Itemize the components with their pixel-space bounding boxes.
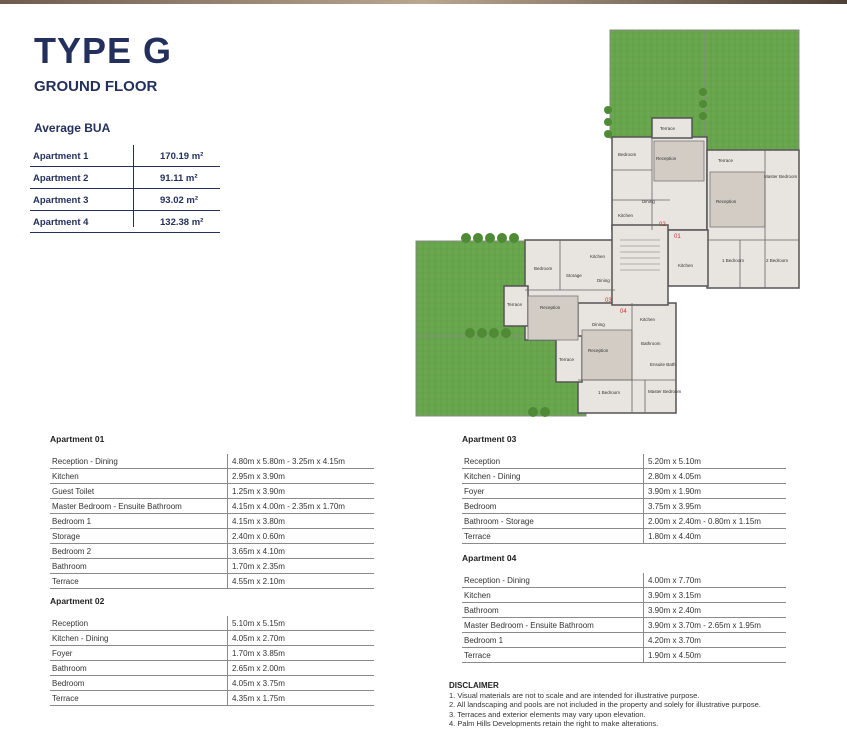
apartment-heading: Apartment 02 [50, 596, 105, 606]
spec-row [462, 529, 786, 544]
spec-divider [227, 514, 228, 528]
spec-room: Reception [52, 619, 89, 628]
spec-row [50, 484, 374, 499]
spec-dimension: 4.00m x 7.70m [648, 576, 701, 585]
spec-row [462, 484, 786, 499]
spec-row [50, 646, 374, 661]
spec-dimension: 4.15m x 3.80m [232, 517, 285, 526]
spec-divider [227, 616, 228, 630]
label-bed1: 1 Bedroom [722, 258, 745, 263]
spec-dimension: 2.95m x 3.90m [232, 472, 285, 481]
spec-row [50, 676, 374, 691]
spec-room: Guest Toilet [52, 487, 95, 496]
spec-divider [643, 469, 644, 483]
apartment-heading: Apartment 03 [462, 434, 517, 444]
spec-row [462, 588, 786, 603]
apartment-marker: 01 [674, 234, 681, 240]
spec-room: Terrace [52, 694, 79, 703]
spec-row [50, 499, 374, 514]
spec-divider [227, 661, 228, 675]
spec-dimension: 4.35m x 1.75m [232, 694, 285, 703]
spec-row [462, 573, 786, 588]
spec-room: Bathroom [464, 606, 499, 615]
spec-room: Bedroom [52, 679, 85, 688]
spec-room: Reception - Dining [52, 457, 118, 466]
apartment-heading: Apartment 04 [462, 553, 517, 563]
spec-room: Bathroom [52, 664, 87, 673]
spec-room: Kitchen [52, 472, 79, 481]
apartment-01-spec [50, 434, 374, 589]
spec-divider [227, 454, 228, 468]
spec-dimension: 3.90m x 1.90m [648, 487, 701, 496]
spec-row [462, 469, 786, 484]
spec-room: Kitchen - Dining [464, 472, 521, 481]
label-kitchen: Kitchen [618, 213, 634, 218]
spec-row [50, 661, 374, 676]
label-kitchen: Kitchen [590, 254, 606, 259]
spec-rows [462, 454, 786, 544]
spec-room: Bedroom 1 [52, 517, 92, 526]
apartment-marker: 04 [620, 309, 627, 315]
lawn-top-right [705, 30, 799, 160]
spec-dimension: 1.90m x 4.50m [648, 651, 701, 660]
spec-divider [643, 603, 644, 617]
spec-room: Kitchen [464, 591, 491, 600]
spec-room: Bedroom 1 [464, 636, 504, 645]
disclaimer-line: 2. All landscaping and pools are not included in the property and solely for illustrative purpose. [449, 700, 761, 709]
apartment-marker: 02 [659, 222, 666, 228]
spec-room: Terrace [464, 651, 491, 660]
spec-room: Foyer [464, 487, 485, 496]
spec-divider [643, 484, 644, 498]
label-terrace: Terrace [660, 126, 676, 131]
spec-rows [50, 616, 374, 706]
page-subtitle: GROUND FLOOR [34, 78, 158, 95]
spec-room: Master Bedroom - Ensuite Bathroom [52, 502, 182, 511]
bua-name: Apartment 3 [33, 195, 89, 206]
bua-heading: Average BUA [34, 121, 111, 135]
spec-dimension: 4.55m x 2.10m [232, 577, 285, 586]
spec-divider [643, 573, 644, 587]
spec-row [50, 691, 374, 706]
spec-dimension: 5.10m x 5.15m [232, 619, 285, 628]
spec-divider [227, 676, 228, 690]
spec-dimension: 4.05m x 3.75m [232, 679, 285, 688]
spec-room: Reception [464, 457, 501, 466]
disclaimer-line: 1. Visual materials are not to scale and are intended for illustrative purpose. [449, 690, 700, 700]
spec-room: Terrace [464, 532, 491, 541]
label-bedroom: Bedroom [618, 152, 637, 157]
spec-row [50, 514, 374, 529]
spec-room: Bedroom [464, 502, 497, 511]
spec-divider [643, 633, 644, 647]
spec-row [50, 529, 374, 544]
spec-dimension: 3.75m x 3.95m [648, 502, 701, 511]
spec-row [462, 454, 786, 469]
apartment-02-spec [50, 596, 374, 706]
spec-dimension: 3.90m x 3.70m - 2.65m x 1.95m [648, 621, 761, 630]
spec-dimension: 3.65m x 4.10m [232, 547, 285, 556]
apartment-04-spec [462, 553, 786, 663]
spec-room: Master Bedroom - Ensuite Bathroom [464, 621, 594, 630]
spec-room: Reception - Dining [464, 576, 530, 585]
spec-dimension: 1.70m x 2.35m [232, 562, 285, 571]
spec-divider [227, 484, 228, 498]
label-master: Master Bedroom [648, 389, 682, 394]
label-dining: Dining [642, 199, 655, 204]
spec-dimension: 4.15m x 4.00m - 2.35m x 1.70m [232, 502, 345, 511]
bua-name: Apartment 4 [33, 217, 89, 228]
spec-dimension: 4.20m x 3.70m [648, 636, 701, 645]
spec-row [462, 514, 786, 529]
apartment-03-spec [462, 434, 786, 544]
label-terrace: Terrace [559, 357, 575, 362]
spec-room: Storage [52, 532, 81, 541]
spec-dimension: 1.80m x 4.40m [648, 532, 701, 541]
spec-row [462, 618, 786, 633]
spec-dimension: 3.90m x 3.15m [648, 591, 701, 600]
spec-dimension: 4.80m x 5.80m - 3.25m x 4.15m [232, 457, 345, 466]
disclaimer-line: 4. Palm Hills Developments retain the right to make alterations. [449, 719, 659, 728]
spec-divider [227, 544, 228, 558]
spec-rows [462, 573, 786, 663]
disclaimer [449, 681, 839, 729]
spec-divider [227, 499, 228, 513]
spec-row [462, 633, 786, 648]
spec-row [50, 469, 374, 484]
label-ensuite: Ensuite Bath [650, 362, 676, 367]
bua-value: 132.38 m² [160, 217, 204, 228]
spec-divider [227, 469, 228, 483]
spec-room: Foyer [52, 649, 73, 658]
spec-divider [227, 691, 228, 705]
spec-divider [643, 514, 644, 528]
spec-dimension: 1.25m x 3.90m [232, 487, 285, 496]
spec-row [462, 603, 786, 618]
label-reception: Reception [540, 305, 561, 310]
spec-dimension: 5.20m x 5.10m [648, 457, 701, 466]
spec-row [462, 648, 786, 663]
spec-dimension: 1.70m x 3.85m [232, 649, 285, 658]
label-kitchen: Kitchen [640, 317, 656, 322]
spec-divider [643, 454, 644, 468]
label-storage: Storage [566, 273, 582, 278]
bua-value: 170.19 m² [160, 151, 204, 162]
label-bedroom: Bedroom [534, 266, 553, 271]
label-bed2: 2 Bedroom [766, 258, 789, 263]
spec-dimension: 2.80m x 4.05m [648, 472, 701, 481]
spec-divider [227, 559, 228, 573]
spec-divider [643, 618, 644, 632]
spec-rows [50, 454, 374, 589]
label-master: Master Bedroom [764, 174, 798, 179]
spec-row [50, 544, 374, 559]
label-kitchen: Kitchen [678, 263, 694, 268]
spec-room: Bedroom 2 [52, 547, 92, 556]
spec-dimension: 3.90m x 2.40m [648, 606, 701, 615]
label-terrace: Terrace [718, 158, 734, 163]
spec-divider [643, 588, 644, 602]
label-reception: Reception [588, 348, 609, 353]
spec-divider [643, 499, 644, 513]
bua-name: Apartment 2 [33, 173, 89, 184]
bua-value: 93.02 m² [160, 195, 199, 206]
spec-room: Bathroom - Storage [464, 517, 534, 526]
spec-room: Terrace [52, 577, 79, 586]
page-title: TYPE G [34, 30, 173, 71]
spec-row [50, 559, 374, 574]
spec-divider [643, 529, 644, 543]
spec-dimension: 2.40m x 0.60m [232, 532, 285, 541]
label-bed1: 1 Bedroom [598, 390, 621, 395]
spec-divider [643, 648, 644, 662]
spec-room: Kitchen - Dining [52, 634, 109, 643]
label-bathroom: Bathroom [641, 341, 661, 346]
disclaimer-line: 3. Terraces and exterior elements may vary upon elevation. [449, 709, 646, 719]
spec-row [50, 616, 374, 631]
spec-dimension: 4.05m x 2.70m [232, 634, 285, 643]
label-dining: Dining [597, 278, 610, 283]
label-reception: Reception [656, 156, 677, 161]
label-reception: Reception [716, 199, 737, 204]
disclaimer-heading: DISCLAIMER [449, 681, 499, 690]
spec-dimension: 2.65m x 2.00m [232, 664, 285, 673]
spec-divider [227, 529, 228, 543]
spec-divider [227, 631, 228, 645]
bua-value: 91.11 m² [160, 173, 198, 184]
apartment-marker: 03 [605, 298, 612, 304]
spec-row [50, 574, 374, 589]
spec-row [462, 499, 786, 514]
spec-row [50, 631, 374, 646]
label-dining: Dining [592, 322, 605, 327]
spec-row [50, 454, 374, 469]
spec-divider [227, 574, 228, 588]
spec-dimension: 2.00m x 2.40m - 0.80m x 1.15m [648, 517, 761, 526]
spec-room: Bathroom [52, 562, 87, 571]
spec-divider [227, 646, 228, 660]
apartment-heading: Apartment 01 [50, 434, 105, 444]
label-terrace: Terrace [507, 302, 523, 307]
bua-name: Apartment 1 [33, 151, 89, 162]
